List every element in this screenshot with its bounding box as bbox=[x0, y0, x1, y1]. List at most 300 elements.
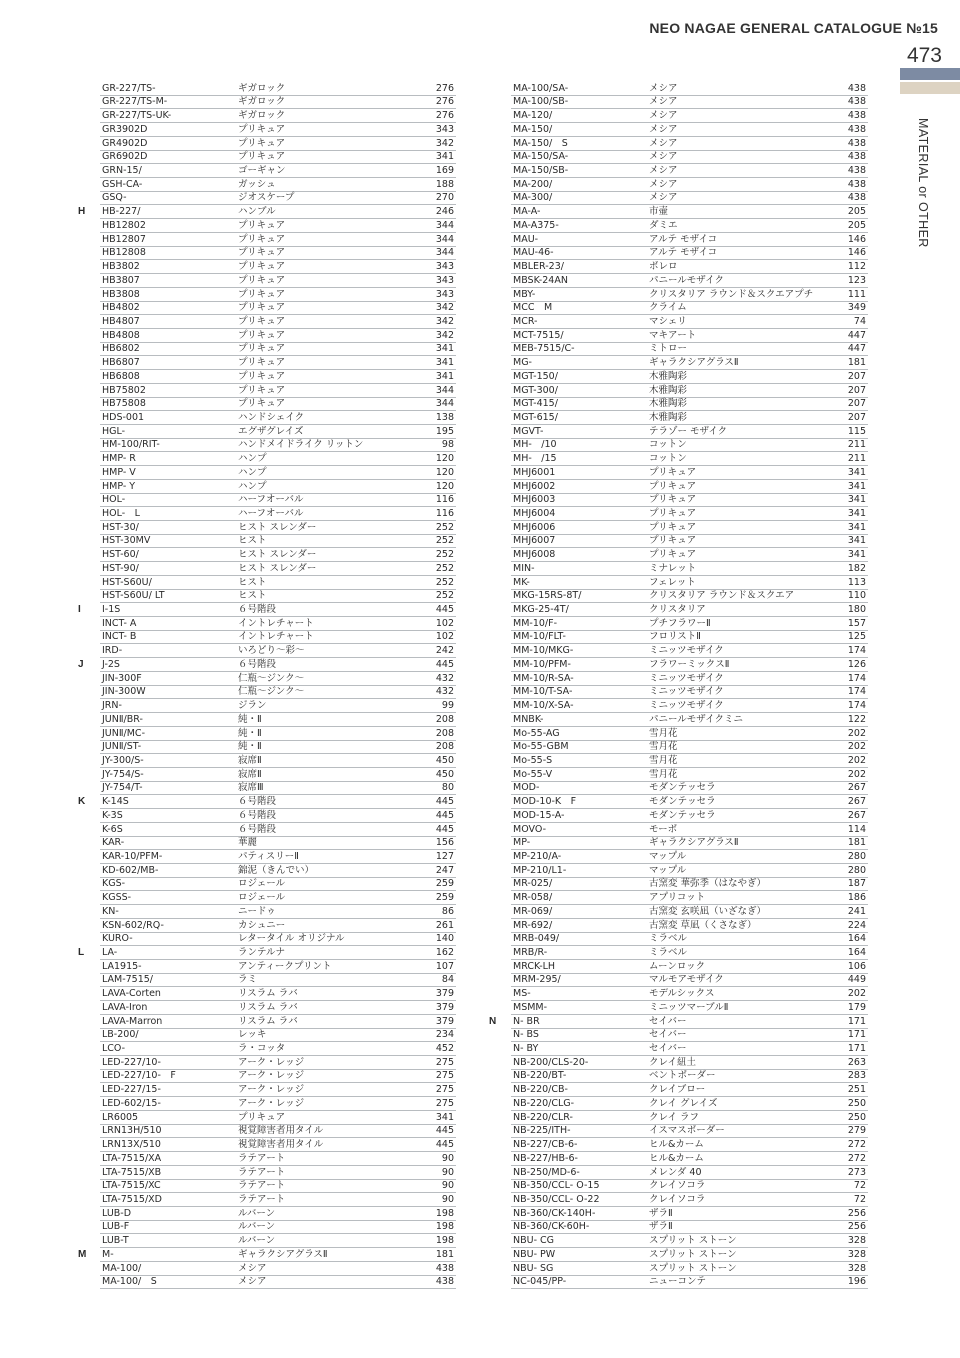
index-row bbox=[511, 302, 868, 316]
product-code: LAVA-Iron bbox=[102, 1001, 148, 1013]
product-code: JUNⅡ/ST- bbox=[102, 741, 142, 753]
product-code: GSQ- bbox=[102, 192, 127, 204]
product-code: LRN13H/510 bbox=[102, 1125, 162, 1137]
index-row bbox=[100, 699, 456, 713]
page-ref: 90 bbox=[441, 1193, 454, 1205]
index-row bbox=[511, 384, 868, 398]
product-code: NB-250/MD-6- bbox=[513, 1166, 580, 1178]
product-code: Mo-55-V bbox=[513, 768, 553, 780]
page-ref: 102 bbox=[435, 631, 454, 643]
product-name: ザラⅡ bbox=[649, 1221, 673, 1233]
product-code: HGL- bbox=[102, 425, 126, 437]
product-name: メシア bbox=[649, 137, 678, 149]
product-code: KGS- bbox=[102, 878, 126, 890]
page-ref: 224 bbox=[847, 919, 866, 931]
product-code: MM-10/T-SA- bbox=[513, 686, 573, 698]
product-code: KAR- bbox=[102, 837, 125, 849]
page-ref: 275 bbox=[435, 1097, 454, 1109]
product-name: ガッシュ bbox=[238, 178, 276, 190]
index-row bbox=[100, 164, 456, 178]
product-code: MR-058/ bbox=[513, 892, 553, 904]
product-name: プリキュア bbox=[238, 302, 286, 314]
product-code: LAM-7515/ bbox=[102, 974, 154, 986]
page-ref: 261 bbox=[435, 919, 454, 931]
product-name: プリキュア bbox=[649, 508, 697, 519]
index-row bbox=[511, 329, 868, 343]
product-name: 寂席Ⅲ bbox=[238, 782, 264, 794]
product-code: HST-S60U/ bbox=[102, 576, 152, 588]
page-ref: 207 bbox=[847, 398, 866, 410]
product-name: フラワーミックスⅡ bbox=[649, 658, 730, 670]
product-name: クリスタリア ラウンド＆スクエア bbox=[649, 590, 795, 602]
product-code: NB-225/ITH- bbox=[513, 1125, 571, 1137]
product-name: ヒスト スレンダー bbox=[238, 562, 317, 574]
product-name: プリキュア bbox=[649, 521, 697, 533]
page-ref: 349 bbox=[847, 302, 866, 314]
product-name: アルテ モザイコ bbox=[649, 233, 718, 245]
product-name: ハンプ bbox=[238, 466, 267, 478]
index-row bbox=[100, 1207, 456, 1221]
product-name: コットン bbox=[649, 439, 687, 451]
product-code: HMP- Y bbox=[102, 480, 136, 492]
page-ref: 127 bbox=[435, 850, 454, 862]
product-code: JIN-300W bbox=[102, 686, 146, 698]
page-ref: 447 bbox=[847, 329, 866, 341]
product-name: ラテアート bbox=[238, 1193, 286, 1205]
page-ref: 379 bbox=[435, 1001, 454, 1013]
page-ref: 181 bbox=[435, 1248, 454, 1260]
product-name: メシア bbox=[649, 165, 678, 177]
product-name: 市壷 bbox=[649, 206, 669, 218]
index-row bbox=[100, 452, 456, 466]
product-name: メシア bbox=[649, 178, 678, 190]
page-ref: 182 bbox=[847, 562, 866, 574]
product-code: HB4807 bbox=[102, 315, 140, 327]
index-row bbox=[511, 109, 868, 123]
product-code: GR3902D bbox=[102, 123, 148, 135]
product-name: プリキュア bbox=[238, 261, 286, 273]
product-name: ヒスト bbox=[238, 535, 267, 547]
page-ref: 198 bbox=[435, 1207, 454, 1219]
product-name: ギャラクシアグラスⅡ bbox=[238, 1248, 328, 1260]
product-name: 古窯変 草凪（くさなぎ） bbox=[649, 919, 757, 931]
product-code: MBSK-24AN bbox=[513, 274, 568, 286]
page-ref: 251 bbox=[847, 1084, 866, 1096]
section-letter: J bbox=[78, 658, 84, 670]
product-code: N- BY bbox=[513, 1043, 539, 1055]
page-ref: 438 bbox=[847, 96, 866, 108]
page-ref: 283 bbox=[847, 1070, 866, 1082]
page-ref: 164 bbox=[847, 947, 866, 958]
page-ref: 438 bbox=[847, 192, 866, 204]
product-name: ミラベル bbox=[649, 947, 688, 958]
product-name: ６号階段 bbox=[238, 796, 277, 808]
product-name: モダンテッセラ bbox=[649, 809, 716, 821]
product-code: GR6902D bbox=[102, 151, 148, 163]
page-ref: 140 bbox=[435, 933, 454, 945]
page-ref: 180 bbox=[847, 604, 866, 616]
product-code: HST-60/ bbox=[102, 549, 139, 561]
section-letter: K bbox=[78, 796, 86, 808]
product-name: モデルシックス bbox=[649, 988, 715, 1000]
product-name: 木雅陶彩 bbox=[649, 398, 688, 410]
page-ref: 270 bbox=[435, 192, 454, 204]
product-name: ラ・コッタ bbox=[238, 1043, 286, 1055]
index-row bbox=[78, 795, 456, 809]
page-ref: 445 bbox=[435, 796, 454, 808]
product-code: KURO- bbox=[102, 933, 133, 945]
product-code: HB3807 bbox=[102, 274, 140, 286]
product-name: クレイソコラ bbox=[649, 1193, 706, 1205]
section-letter: H bbox=[78, 206, 86, 218]
page-ref: 263 bbox=[847, 1056, 866, 1068]
page-ref: 198 bbox=[435, 1235, 454, 1247]
index-row bbox=[511, 425, 868, 439]
page-ref: 179 bbox=[847, 1001, 866, 1013]
product-code: NC-045/PP- bbox=[513, 1276, 567, 1288]
product-name: モダンテッセラ bbox=[649, 796, 716, 808]
page-ref: 116 bbox=[435, 508, 454, 519]
product-name: アルテ モザイコ bbox=[649, 247, 718, 259]
product-name: レッキ bbox=[238, 1029, 267, 1041]
index-row bbox=[511, 933, 868, 947]
page-ref: 341 bbox=[847, 494, 866, 506]
product-name: ハーフオーバル bbox=[238, 494, 304, 506]
page-ref: 438 bbox=[847, 178, 866, 190]
product-code: INCT- A bbox=[102, 617, 137, 629]
product-code: MIN- bbox=[513, 562, 535, 574]
product-name: 仁瓶〜ジンク〜 bbox=[238, 672, 305, 684]
product-name: クライム bbox=[649, 302, 687, 314]
index-row bbox=[511, 727, 868, 741]
product-code: NB-227/HB-6- bbox=[513, 1152, 578, 1164]
product-code: MGT-415/ bbox=[513, 398, 558, 410]
index-row bbox=[511, 1001, 868, 1015]
product-name: マシェリ bbox=[649, 315, 687, 327]
index-row bbox=[100, 754, 456, 768]
index-row bbox=[511, 809, 868, 823]
product-code: NB-200/CLS-20- bbox=[513, 1056, 589, 1068]
page-ref: 188 bbox=[435, 178, 454, 190]
product-name: 視覚障害者用タイル bbox=[238, 1125, 324, 1137]
page-ref: 267 bbox=[847, 809, 866, 821]
product-name: いろどり〜彩〜 bbox=[238, 645, 305, 657]
product-code: LA1915- bbox=[102, 960, 142, 972]
index-row bbox=[511, 741, 868, 755]
page-ref: 252 bbox=[435, 535, 454, 547]
page-ref: 174 bbox=[847, 672, 866, 684]
product-name: リスラム ラバ bbox=[238, 1001, 298, 1013]
product-name: 視覚障害者用タイル bbox=[238, 1139, 324, 1151]
product-name: クレイブロー bbox=[649, 1084, 706, 1096]
page-ref: 276 bbox=[435, 96, 454, 108]
page-ref: 344 bbox=[435, 233, 454, 245]
product-code: NB-220/CLR- bbox=[513, 1111, 573, 1123]
product-code: MKG-15RS-8T/ bbox=[513, 590, 582, 602]
product-code: HST-S60U/ LT bbox=[102, 590, 165, 602]
product-name: プリキュア bbox=[238, 370, 286, 382]
page-ref: 452 bbox=[435, 1043, 454, 1055]
product-code: MEB-7515/C- bbox=[513, 343, 575, 355]
page-ref: 280 bbox=[847, 850, 866, 862]
page-ref: 247 bbox=[435, 864, 454, 876]
product-code: LED-602/15- bbox=[102, 1097, 161, 1109]
product-code: LUB-D bbox=[102, 1207, 132, 1219]
page-ref: 186 bbox=[847, 892, 866, 904]
product-name: マップル bbox=[649, 850, 687, 862]
product-code: KN- bbox=[102, 905, 119, 917]
product-name: プリキュア bbox=[649, 480, 697, 492]
page-ref: 342 bbox=[435, 137, 454, 149]
product-name: ジラン bbox=[238, 700, 267, 712]
product-code: HOL- L bbox=[102, 508, 140, 519]
product-code: MHJ6004 bbox=[513, 508, 556, 519]
index-row bbox=[511, 850, 868, 864]
product-code: GSH-CA- bbox=[102, 178, 143, 190]
index-row bbox=[100, 823, 456, 837]
page-ref: 445 bbox=[435, 809, 454, 821]
product-code: MR-069/ bbox=[513, 905, 553, 917]
page-ref: 259 bbox=[435, 892, 454, 904]
product-name: プリキュア bbox=[238, 329, 286, 341]
product-code: LB-200/ bbox=[102, 1029, 139, 1041]
product-name: メレンダ 40 bbox=[649, 1166, 702, 1178]
page-ref: 328 bbox=[847, 1262, 866, 1274]
page-ref: 252 bbox=[435, 562, 454, 574]
product-name: イスマスボーダー bbox=[649, 1125, 725, 1137]
page-ref: 259 bbox=[435, 878, 454, 890]
index-row bbox=[511, 713, 868, 727]
product-code: MRB/R- bbox=[513, 947, 548, 958]
page-ref: 174 bbox=[847, 700, 866, 712]
product-name: ギャラクシアグラスⅡ bbox=[649, 837, 739, 849]
page-ref: 449 bbox=[847, 974, 866, 986]
product-name: ヒル&カーム bbox=[649, 1139, 704, 1151]
product-name: ダミエ bbox=[649, 219, 678, 231]
index-row bbox=[100, 1015, 456, 1029]
product-name: プリキュア bbox=[238, 247, 286, 259]
product-code: MA-A- bbox=[513, 206, 541, 218]
product-code: IRD- bbox=[102, 645, 123, 657]
index-row bbox=[100, 768, 456, 782]
page-ref: 90 bbox=[441, 1166, 454, 1178]
product-code: MP-210/L1- bbox=[513, 864, 567, 876]
product-name: ミニッツモザイク bbox=[649, 645, 724, 657]
product-name: メシア bbox=[238, 1276, 267, 1288]
product-name: ザラⅡ bbox=[649, 1207, 673, 1219]
product-name: プリキュア bbox=[238, 1111, 286, 1123]
page-ref: 267 bbox=[847, 782, 866, 794]
page-ref: 84 bbox=[441, 974, 454, 986]
index-row bbox=[100, 590, 456, 604]
product-name: ハンプ bbox=[238, 453, 267, 465]
product-name: ミラベル bbox=[649, 933, 688, 945]
product-code: LAVA-Marron bbox=[102, 1015, 163, 1027]
page-ref: 171 bbox=[847, 1043, 866, 1055]
product-name: ミトロー bbox=[649, 343, 688, 355]
page-ref: 328 bbox=[847, 1248, 866, 1260]
index-row bbox=[511, 151, 868, 165]
index-row bbox=[511, 1276, 868, 1290]
product-code: KAR-10/PFM- bbox=[102, 850, 163, 862]
product-code: HB3802 bbox=[102, 261, 140, 273]
product-code: MH- /10 bbox=[513, 439, 557, 451]
product-name: イントレチャート bbox=[238, 631, 314, 643]
product-name: フロリストⅡ bbox=[649, 631, 701, 643]
index-row bbox=[511, 1207, 868, 1221]
product-code: MR-025/ bbox=[513, 878, 553, 890]
index-row bbox=[100, 576, 456, 590]
product-name: テラゾー モザイク bbox=[649, 425, 728, 437]
product-name: 古窯変 玄咲凪（いざなぎ） bbox=[649, 905, 767, 917]
product-name: プリキュア bbox=[238, 233, 286, 245]
product-name: 華麗 bbox=[238, 837, 258, 849]
page-ref: 202 bbox=[847, 754, 866, 766]
product-code: Mo-55-AG bbox=[513, 727, 560, 739]
product-name: プリキュア bbox=[238, 357, 286, 369]
product-name: 寂席Ⅱ bbox=[238, 754, 262, 766]
product-code: NB-350/CCL- O-22 bbox=[513, 1193, 600, 1205]
product-code: HOL- bbox=[102, 494, 126, 506]
page-ref: 115 bbox=[847, 425, 866, 437]
page-ref: 98 bbox=[441, 439, 454, 451]
product-name: ゴーギャン bbox=[238, 165, 286, 177]
page-ref: 202 bbox=[847, 727, 866, 739]
page-ref: 344 bbox=[435, 384, 454, 396]
product-code: MM-10/PFM- bbox=[513, 658, 571, 670]
product-code: NB-220/BT- bbox=[513, 1070, 567, 1082]
product-name: クレイ ラフ bbox=[649, 1111, 700, 1123]
page-ref: 379 bbox=[435, 1015, 454, 1027]
product-code: HB6807 bbox=[102, 357, 140, 369]
page-ref: 341 bbox=[847, 508, 866, 519]
index-row bbox=[511, 398, 868, 412]
product-name: 古窯変 華弥季（はなやぎ） bbox=[649, 878, 767, 890]
page-ref: 125 bbox=[847, 631, 866, 643]
page-ref: 447 bbox=[847, 343, 866, 355]
index-row bbox=[100, 1221, 456, 1235]
product-code: HM-100/RIT- bbox=[102, 439, 160, 451]
page-ref: 208 bbox=[435, 741, 454, 753]
page-ref: 208 bbox=[435, 713, 454, 725]
page-ref: 379 bbox=[435, 988, 454, 1000]
product-code: LAVA-Corten bbox=[102, 988, 161, 1000]
page-ref: 86 bbox=[441, 905, 454, 917]
page-ref: 198 bbox=[435, 1221, 454, 1233]
page-ref: 242 bbox=[435, 645, 454, 657]
product-name: メシア bbox=[649, 192, 678, 204]
product-name: プリキュア bbox=[238, 137, 286, 149]
product-name: メシア bbox=[238, 1262, 267, 1274]
product-code: HB12802 bbox=[102, 219, 146, 231]
product-name: アーク・レッジ bbox=[238, 1056, 305, 1068]
page-ref: 256 bbox=[847, 1221, 866, 1233]
product-code: HB4802 bbox=[102, 302, 140, 314]
product-code: NB-350/CCL- O-15 bbox=[513, 1180, 600, 1192]
product-name: アーク・レッジ bbox=[238, 1097, 305, 1109]
product-code: MCT-7515/ bbox=[513, 329, 564, 341]
product-name: 木雅陶彩 bbox=[649, 411, 688, 423]
page-ref: 341 bbox=[847, 549, 866, 561]
product-name: マキアート bbox=[649, 329, 697, 341]
index-row bbox=[100, 741, 456, 755]
product-code: MOD- bbox=[513, 782, 540, 794]
product-name: プリキュア bbox=[238, 343, 286, 355]
index-row bbox=[511, 164, 868, 178]
product-code: NBU- CG bbox=[513, 1235, 555, 1247]
product-name: メシア bbox=[649, 123, 678, 135]
page-ref: 341 bbox=[847, 521, 866, 533]
page-ref: 445 bbox=[435, 658, 454, 670]
product-code: JUNⅡ/BR- bbox=[102, 713, 143, 725]
page-ref: 120 bbox=[435, 453, 454, 465]
index-row bbox=[511, 205, 868, 219]
index-row bbox=[100, 192, 456, 206]
product-name: ミニッツモザイク bbox=[649, 672, 724, 684]
product-code: GR-227/TS-M- bbox=[102, 96, 168, 108]
product-code: NB-220/CB- bbox=[513, 1084, 568, 1096]
page-ref: 438 bbox=[847, 82, 866, 94]
product-code: J-2S bbox=[102, 658, 120, 670]
product-name: プリキュア bbox=[238, 151, 286, 163]
page-ref: 276 bbox=[435, 82, 454, 94]
product-name: パニールモザイクミニ bbox=[649, 713, 743, 725]
product-code: LED-227/10- bbox=[102, 1056, 161, 1068]
product-code: HB3808 bbox=[102, 288, 140, 300]
product-code: GR4902D bbox=[102, 137, 148, 149]
product-name: プリキュア bbox=[238, 288, 286, 300]
product-name: プリキュア bbox=[238, 398, 286, 410]
product-code: N- BR bbox=[513, 1015, 540, 1027]
product-code: HB75802 bbox=[102, 384, 146, 396]
product-code: NBU- PW bbox=[513, 1248, 556, 1260]
product-code: LR6005 bbox=[102, 1111, 139, 1123]
product-code: MP-210/A- bbox=[513, 850, 562, 862]
page-ref: 438 bbox=[847, 165, 866, 177]
product-name: ラミ bbox=[238, 974, 258, 986]
page-ref: 341 bbox=[435, 343, 454, 355]
product-name: 木雅陶彩 bbox=[649, 384, 688, 396]
product-name: セイバー bbox=[649, 1043, 687, 1055]
product-name: ルバーン bbox=[238, 1235, 276, 1247]
product-code: LED-227/15- bbox=[102, 1084, 161, 1096]
product-name: ミニッツモザイク bbox=[649, 700, 724, 712]
page-ref: 252 bbox=[435, 590, 454, 602]
product-name: プリキュア bbox=[649, 535, 697, 547]
product-name: 純・Ⅱ bbox=[238, 713, 262, 725]
page-ref: 202 bbox=[847, 768, 866, 780]
page-ref: 341 bbox=[435, 357, 454, 369]
product-name: 雪月花 bbox=[649, 727, 678, 739]
page-ref: 438 bbox=[847, 151, 866, 163]
product-code: JUNⅡ/MC- bbox=[102, 727, 145, 739]
catalogue-title: NEO NAGAE GENERAL CATALOGUE №15 bbox=[649, 20, 938, 36]
section-letter: I bbox=[78, 604, 81, 616]
page-ref: 343 bbox=[435, 261, 454, 273]
product-name: ハンプ bbox=[238, 480, 267, 492]
product-name: ミニッツマーブルⅡ bbox=[649, 1001, 729, 1013]
product-code: HB6802 bbox=[102, 343, 140, 355]
page-ref: 328 bbox=[847, 1235, 866, 1247]
product-name: パティスリーⅡ bbox=[238, 850, 299, 862]
section-letter: L bbox=[78, 947, 85, 958]
page-ref: 72 bbox=[853, 1180, 866, 1192]
product-name: ６号階段 bbox=[238, 823, 277, 835]
product-name: ニードゥ bbox=[238, 905, 276, 917]
product-name: ラテアート bbox=[238, 1180, 286, 1192]
product-name: ギガロック bbox=[238, 96, 286, 108]
index-row bbox=[100, 809, 456, 823]
